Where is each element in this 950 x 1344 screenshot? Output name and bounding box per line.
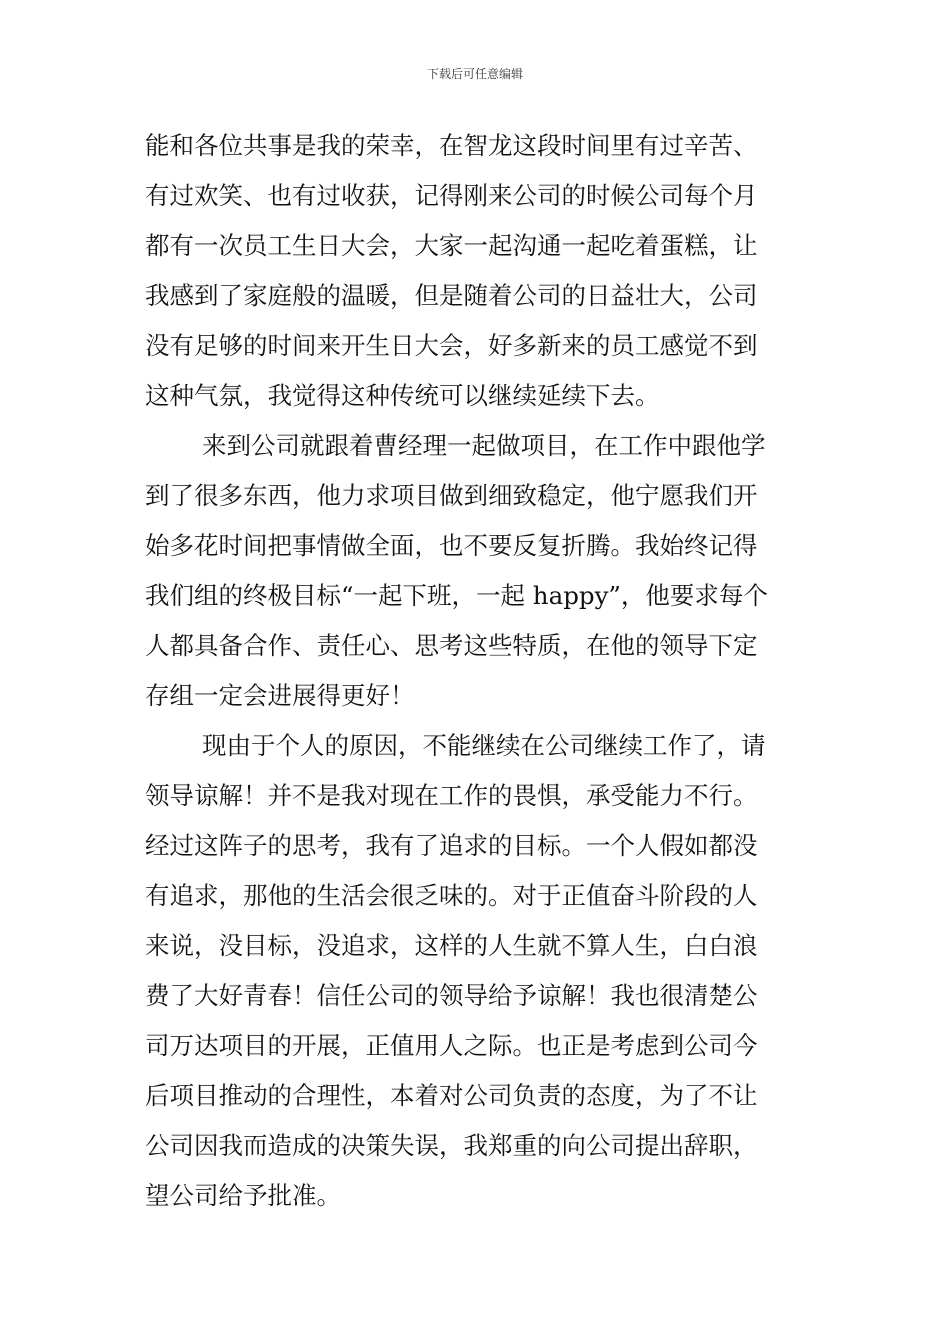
text-line: 始多花时间把事情做全面，也不要反复折腾。我始终记得 <box>145 531 758 560</box>
text-line: 后项目推动的合理性，本着对公司负责的态度，为了不让 <box>145 1081 758 1110</box>
text-line: 司万达项目的开展，正值用人之际。也正是考虑到公司今 <box>145 1031 758 1060</box>
text-line: 来说，没目标，没追求，这样的人生就不算人生，白白浪 <box>145 931 758 960</box>
text-line: 领导谅解！并不是我对现在工作的畏惧，承受能力不行。 <box>145 781 758 810</box>
paragraph-1 <box>145 128 810 428</box>
text-line: 经过这阵子的思考，我有了追求的目标。一个人假如都没 <box>145 831 758 860</box>
text-line: 我们组的终极目标“一起下班，一起 happy”，他要求每个 <box>145 581 768 610</box>
text-line: 来到公司就跟着曹经理一起做项目，在工作中跟他学 <box>202 431 766 460</box>
document-body <box>145 128 810 1228</box>
text-line: 这种气氛，我觉得这种传统可以继续延续下去。 <box>145 381 660 410</box>
paragraph-3 <box>145 728 810 1228</box>
text-line: 公司因我而造成的决策失误，我郑重的向公司提出辞职， <box>145 1131 758 1160</box>
text-line: 有追求，那他的生活会很乏味的。对于正值奋斗阶段的人 <box>145 881 758 910</box>
paragraph-2 <box>145 428 810 728</box>
text-line: 费了大好青春！信任公司的领导给予谅解！我也很清楚公 <box>145 981 758 1010</box>
text-line: 到了很多东西，他力求项目做到细致稳定，他宁愿我们开 <box>145 481 758 510</box>
text-line: 没有足够的时间来开生日大会，好多新来的员工感觉不到 <box>145 331 758 360</box>
text-line: 有过欢笑、也有过收获，记得刚来公司的时候公司每个月 <box>145 181 758 210</box>
text-line: 望公司给予批准。 <box>145 1181 341 1210</box>
text-line: 人都具备合作、责任心、思考这些特质，在他的领导下定 <box>145 631 758 660</box>
text-line: 能和各位共事是我的荣幸，在智龙这段时间里有过辛苦、 <box>145 131 758 160</box>
text-line: 存组一定会进展得更好！ <box>145 681 415 710</box>
text-line: 现由于个人的原因，不能继续在公司继续工作了，请 <box>202 731 766 760</box>
text-line: 我感到了家庭般的温暖，但是随着公司的日益壮大，公司 <box>145 281 758 310</box>
text-line: 都有一次员工生日大会，大家一起沟通一起吃着蛋糕，让 <box>145 231 758 260</box>
page-header: 下载后可任意编辑 <box>426 67 523 81</box>
